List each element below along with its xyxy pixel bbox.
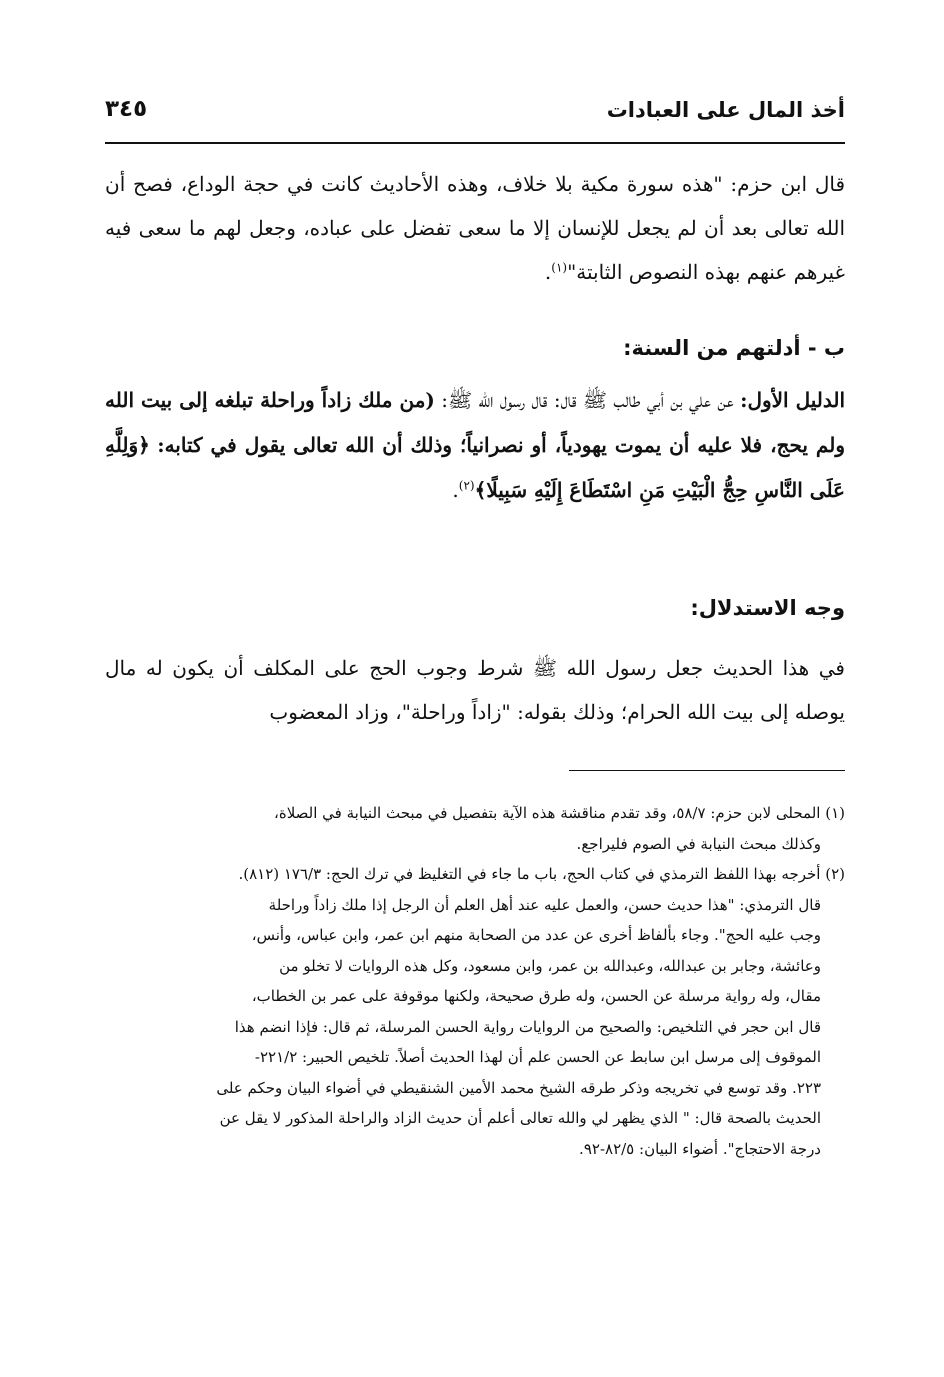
footnote-line: الحديث بالصحة قال: " الذي يظهر لي والله تعالى أعلم أن حديث الزاد والراحلة المذكور لا يقل عن (219, 1109, 821, 1127)
inference-paragraph: في هذا الحديث جعل رسول الله ﷺ شرط وجوب الحج على المكلف أن يكون له مال يوصله إلى بيت الله الحرام؛ وذلك بقوله: "زاداً وراحلة"، وزاد المعضوب (105, 656, 845, 724)
section-heading-istidlal: وجه الاستدلال: (690, 596, 845, 620)
evidence-intro: عن علي بن أبي طالب ﷺ قال: قال رسول الله ﷺ: (441, 388, 734, 412)
footnote-2 (105, 859, 845, 1164)
footnote-ref-1: (١) (551, 260, 568, 275)
evidence-label: الدليل الأول: (740, 388, 846, 412)
quote-paragraph: قال ابن حزم: "هذه سورة مكية بلا خلاف، وهذه الأحاديث كانت في حجة الوداع، فصح أن الله تعالى بعد أن لم يجعل للإنسان إلا ما سعى تفضل على عباده، وجعل لهم ما سعى فيه غيرهم عنهم بهذه النصوص الثابتة"$^{(١)}$. (105, 172, 845, 284)
footnote-line: مقال، وله رواية مرسلة عن الحسن، وله طرق صحيحة، ولكنها موقوفة على عمر بن الخطاب، (251, 987, 821, 1005)
footnote-line: قال ابن حجر في التلخيص: والصحيح من الروايات رواية الحسن المرسلة، ثم قال: فإذا انضم هذا (234, 1017, 821, 1036)
ibn-hazm-quote: قال ابن حزم: "هذه سورة مكية بلا خلاف، وهذه الأحاديث كانت في حجة الوداع، فصح أن الله تعالى بعد أن لم يجعل للإنسان إلا ما سعى تفضل على عباده، وجعل لهم ما سعى فيه غيرهم عنهم بهذه النصوص الثابتة" (105, 172, 845, 284)
footnote-line: وكذلك مبحث النيابة في الصوم فليراجع. (576, 834, 821, 853)
hadith-text: (من ملك زاداً وراحلة تبلغه إلى بيت الله ولم يحج، فلا عليه أن يموت يهودياً، أو نصرانياً؛ وذلك أن الله تعالى يقول في كتابه: (105, 388, 845, 457)
footnote-line: (١) المحلى لابن حزم: ٥٨/٧، وقد تقدم مناقشة هذه الآية بتفصيل في مبحث النيابة في الصلاة، (274, 804, 845, 822)
footnote-line: الموقوف إلى مرسل ابن سابط عن الحسن علم أن لهذا الحديث أصلاً. تلخيص الحبير: ٢٢١/٢- (254, 1048, 821, 1066)
running-header (105, 96, 845, 132)
footnote-line: ٢٢٣. وقد توسع في تخريجه وذكر طرقه الشيخ محمد الأمين الشنقيطي في أضواء البيان وحكم على (216, 1078, 821, 1097)
page-number: ٣٤٥ (105, 96, 148, 122)
first-evidence-paragraph: الدليل الأول: عن علي بن أبي طالب ﷺ قال: قال رسول الله ﷺ: (من ملك زاداً وراحلة تبلغه إلى بيت الله ولم يحج، فلا عليه أن يموت يهودياً، أو نصرانياً؛ وذلك أن الله تعالى يقول في كتابه: ﴿وَلِلَّهِ عَلَى النَّاسِ حِجُّ الْبَيْتِ مَنِ اسْتَطَاعَ إِلَيْهِ سَبِيلًا﴾$^{(٢)}$. (105, 388, 846, 502)
footnote-line: وجب عليه الحج". وجاء بألفاظ أخرى عن عدد من الصحابة منهم ابن عمر، وابن عباس، وأنس، (251, 926, 821, 944)
footnote-1 (105, 798, 845, 859)
footnote-line: وعائشة، وجابر بن عبدالله، وعبدالله بن عمر، وابن مسعود، وكل هذه الروايات لا تخلو من (279, 956, 821, 975)
chapter-title: أخذ المال على العبادات (606, 98, 845, 122)
quran-verse: ﴿وَلِلَّهِ عَلَى النَّاسِ حِجُّ الْبَيْتِ مَنِ اسْتَطَاعَ إِلَيْهِ سَبِيلًا﴾ (105, 433, 845, 502)
footnote-line: درجة الاحتجاج". أضواء البيان: ٨٢/٥-٩٢. (579, 1139, 821, 1158)
footnotes (105, 798, 845, 1164)
footnote-divider (569, 770, 845, 771)
footnote-line: (٢) أخرجه بهذا اللفظ الترمذي في كتاب الحج، باب ما جاء في التغليظ في ترك الحج: ١٧٦/٣ (٨١٢). (238, 865, 845, 883)
header-divider (105, 142, 845, 144)
section-heading-sunnah: ب - أدلتهم من السنة: (623, 336, 845, 360)
footnote-ref-2: (٢) (458, 478, 475, 493)
footnote-line: قال الترمذي: "هذا حديث حسن، والعمل عليه عند أهل العلم أن الرجل إذا ملك زاداً وراحلة (268, 895, 821, 914)
